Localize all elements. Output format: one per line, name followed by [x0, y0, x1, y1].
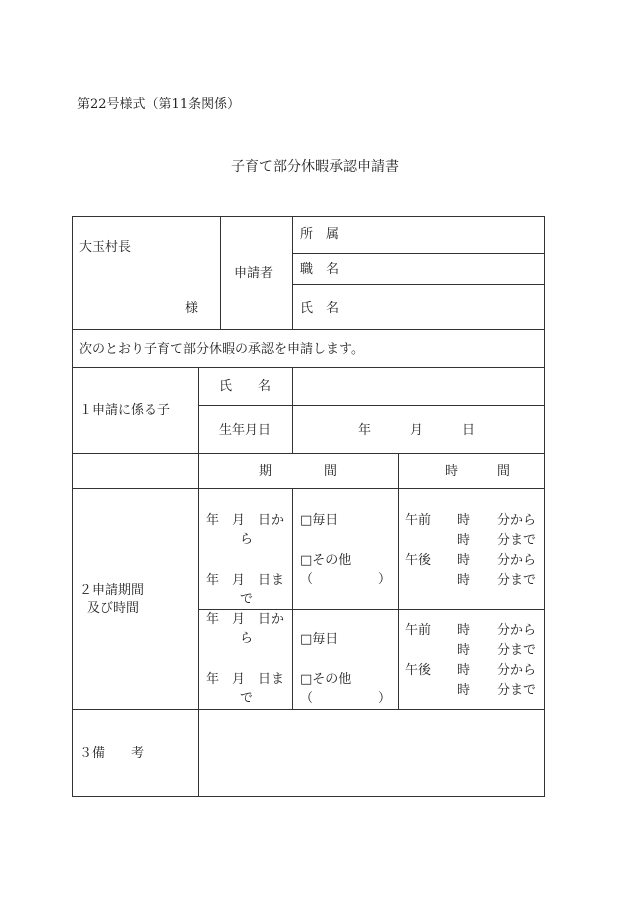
from-date-suffix: ら — [240, 631, 254, 646]
am-from-hour[interactable]: 時 — [457, 623, 471, 638]
column-divider — [292, 367, 293, 453]
other-checkbox[interactable]: □その他 — [300, 672, 352, 687]
row-divider — [72, 329, 545, 330]
form-number: 第22号様式（第11条関係） — [77, 97, 241, 112]
name-field[interactable] — [340, 290, 536, 324]
column-divider — [220, 216, 221, 329]
addressee: 大玉村長 — [79, 240, 132, 255]
row-divider — [292, 284, 545, 285]
child-name-label: 氏 名 — [219, 379, 272, 394]
row-divider — [72, 453, 545, 454]
birthdate-value[interactable]: 年 月 日 — [358, 423, 476, 438]
row-divider — [72, 709, 545, 710]
pm-from-hour[interactable]: 時 — [457, 663, 471, 678]
to-date-suffix: で — [240, 691, 254, 706]
time-header: 時 間 — [445, 464, 511, 479]
am-label: 午前 — [405, 513, 432, 528]
table-border-bottom — [72, 796, 545, 797]
pm-to-minute[interactable]: 分まで — [497, 683, 537, 698]
daily-checkbox[interactable]: □毎日 — [300, 632, 339, 647]
row-divider — [72, 488, 545, 489]
pm-label: 午後 — [405, 553, 432, 568]
pm-label: 午後 — [405, 663, 432, 678]
column-divider — [292, 488, 293, 709]
am-from-minute[interactable]: 分から — [497, 513, 537, 528]
to-date-suffix: で — [240, 592, 254, 607]
child-section-label: １申請に係る子 — [79, 403, 171, 418]
daily-checkbox[interactable]: □毎日 — [300, 513, 339, 528]
am-label: 午前 — [405, 623, 432, 638]
pm-to-hour[interactable]: 時 — [457, 573, 471, 588]
period-section-label: ２申請期間 — [79, 583, 145, 598]
am-to-hour[interactable]: 時 — [457, 643, 471, 658]
affiliation-label: 所 属 — [300, 227, 340, 242]
am-from-minute[interactable]: 分から — [497, 623, 537, 638]
from-date[interactable]: 年 月 日か — [206, 612, 285, 627]
affiliation-field[interactable] — [340, 220, 536, 248]
table-border-right — [544, 216, 545, 797]
to-date[interactable]: 年 月 日ま — [206, 672, 285, 687]
position-field[interactable] — [340, 257, 536, 281]
document-title: 子育て部分休暇承認申請書 — [231, 159, 399, 175]
applicant-label: 申請者 — [234, 266, 274, 281]
addressee-suffix: 様 — [185, 301, 199, 316]
pm-to-hour[interactable]: 時 — [457, 683, 471, 698]
statement: 次のとおり子育て部分休暇の承認を申請します。 — [79, 342, 364, 357]
row-divider — [292, 253, 545, 254]
other-detail-field[interactable]: （ ） — [300, 691, 392, 706]
column-divider — [198, 367, 199, 797]
am-to-hour[interactable]: 時 — [457, 533, 471, 548]
birthdate-label: 生年月日 — [219, 423, 272, 438]
position-label: 職 名 — [300, 262, 340, 277]
am-to-minute[interactable]: 分まで — [497, 533, 537, 548]
am-to-minute[interactable]: 分まで — [497, 643, 537, 658]
name-label: 氏 名 — [300, 301, 340, 316]
pm-from-minute[interactable]: 分から — [497, 553, 537, 568]
column-divider — [292, 216, 293, 329]
other-detail-field[interactable]: （ ） — [300, 572, 392, 587]
remarks-field[interactable] — [204, 715, 538, 791]
pm-from-hour[interactable]: 時 — [457, 553, 471, 568]
row-divider — [198, 405, 545, 406]
period-header: 期 間 — [259, 464, 338, 479]
period-section-label-sub: 及び時間 — [87, 601, 140, 616]
am-from-hour[interactable]: 時 — [457, 513, 471, 528]
pm-to-minute[interactable]: 分まで — [497, 573, 537, 588]
row-divider — [72, 367, 545, 368]
table-border-left — [72, 216, 73, 797]
other-checkbox[interactable]: □その他 — [300, 553, 352, 568]
row-divider — [198, 609, 545, 610]
to-date[interactable]: 年 月 日ま — [206, 573, 285, 588]
child-name-field[interactable] — [298, 372, 538, 400]
column-divider — [398, 453, 399, 709]
remarks-label: ３備 考 — [79, 746, 145, 761]
from-date[interactable]: 年 月 日か — [206, 513, 285, 528]
from-date-suffix: ら — [240, 532, 254, 547]
table-border-top — [72, 216, 545, 217]
pm-from-minute[interactable]: 分から — [497, 663, 537, 678]
